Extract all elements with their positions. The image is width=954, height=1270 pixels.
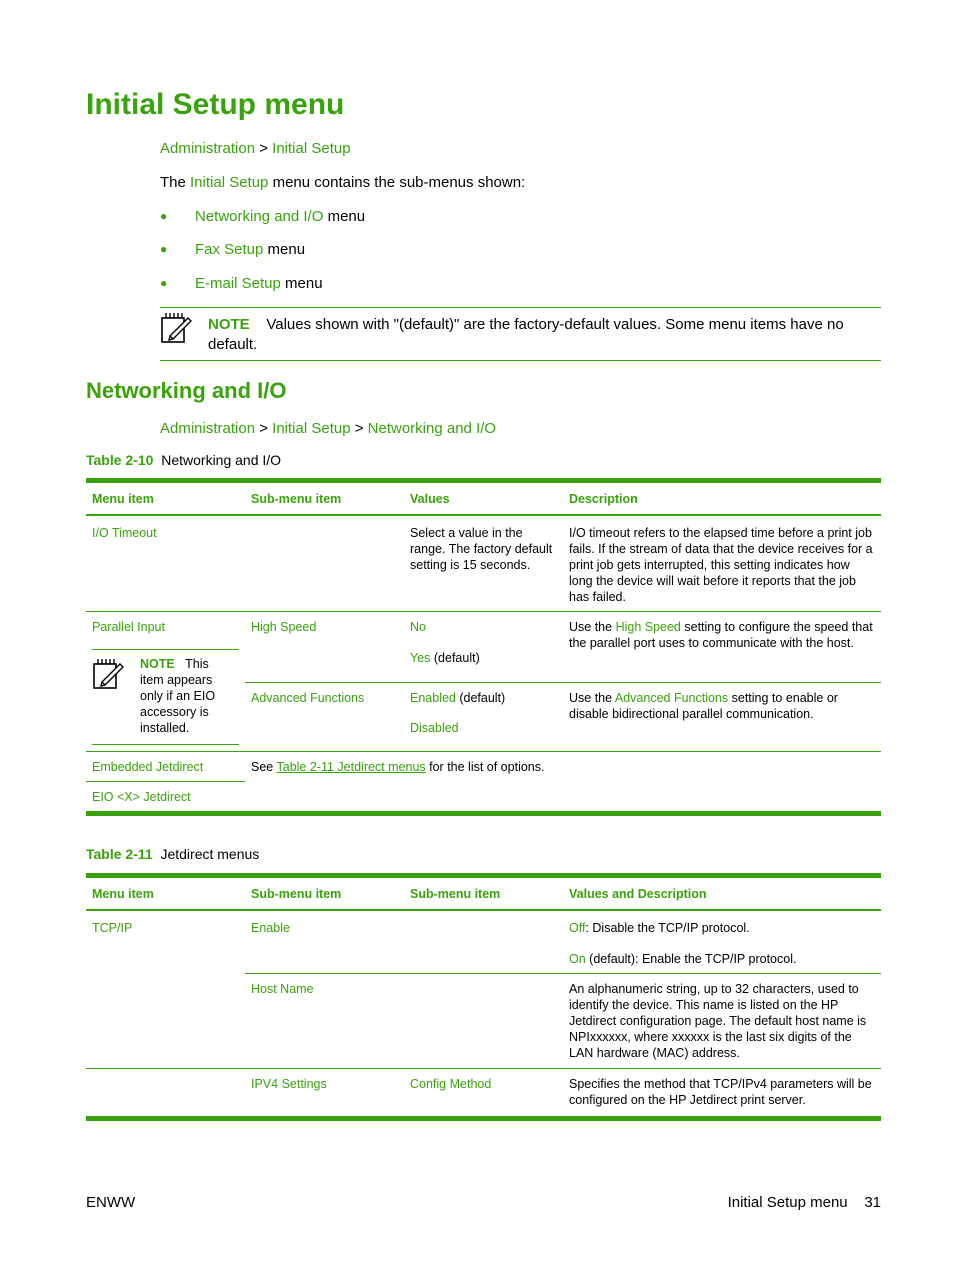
value-no: No [410, 620, 426, 634]
on-description [569, 951, 875, 967]
value-enabled-link: Enabled [410, 690, 456, 705]
note-body: Values shown with "(default)" are the factory-default values. Some menu items have no default. [208, 316, 844, 353]
breadcrumb-separator: > [350, 420, 368, 437]
breadcrumb-initial-setup-link[interactable]: Initial Setup [272, 420, 351, 437]
see-text: See [251, 760, 277, 774]
note-body: This item appears only if an EIO accessory is installed. [140, 657, 216, 735]
values-cell [404, 682, 563, 751]
column-header: Sub-menu item [245, 481, 404, 516]
menu-item-embedded-jetdirect: Embedded Jetdirect [86, 752, 245, 782]
menu-item-io-timeout: I/O Timeout [86, 515, 245, 612]
see-text: for the list of options. [425, 760, 545, 774]
default-suffix: (default) [430, 651, 480, 665]
table-row [86, 612, 881, 683]
list-item [160, 275, 323, 292]
column-header: Sub-menu item [404, 876, 563, 911]
table-caption [86, 846, 259, 862]
table-number: Table 2-11 [86, 846, 153, 862]
section-title-networking: Networking and I/O [86, 378, 287, 403]
description-cell: An alphanumeric string, up to 32 characters, used to identify the device. This name is listed on the HP Jetdirect configuration page. The default host name is NPIxxxxxx, where xxxxxx is the last six digits of the LAN hardware (MAC) address. [563, 974, 881, 1069]
value-disabled: Disabled [410, 720, 459, 735]
cell-note [92, 649, 239, 745]
note-label: NOTE [140, 657, 175, 671]
advanced-functions-link[interactable]: Advanced Functions [614, 690, 729, 705]
list-item-suffix: menu [280, 275, 323, 292]
intro-text: The [160, 174, 191, 191]
table-row [86, 515, 881, 612]
on-link[interactable]: On [569, 952, 586, 966]
page-title: Initial Setup menu [86, 88, 345, 121]
column-header: Menu item [86, 876, 245, 911]
note-pencil-icon [92, 656, 124, 690]
fax-setup-link[interactable]: Fax Setup [195, 241, 264, 258]
initial-setup-link[interactable]: Initial Setup [190, 174, 269, 191]
empty-cell [245, 782, 881, 814]
footer-right [728, 1194, 881, 1211]
page-number: 31 [864, 1194, 881, 1211]
jetdirect-table [86, 873, 881, 1121]
value-yes-link: Yes [410, 651, 431, 665]
submenu-advanced-functions: Advanced Functions [245, 682, 404, 751]
description-cell [563, 910, 881, 974]
desc-text: Use the [569, 690, 615, 705]
empty-cell [245, 515, 404, 612]
desc-text: setting to configure the speed that the parallel port uses to communicate with the host. [569, 620, 873, 650]
description-cell [563, 682, 881, 751]
table-2-11-link[interactable]: Table 2-11 Jetdirect menus [276, 760, 426, 774]
bullet-icon: ● [160, 276, 168, 290]
description-cell: I/O timeout refers to the elapsed time before a print job fails. If the stream of data that the device receives for a print job gets interrupted, this setting indicates how long the device will wait before it reports that the job has failed. [563, 515, 881, 612]
values-cell: Select a value in the range. The factory default setting is 15 seconds. [404, 515, 563, 612]
description-cell [563, 612, 881, 683]
desc-text: (default): Enable the TCP/IP protocol. [585, 952, 797, 966]
off-description [569, 920, 875, 936]
breadcrumb-initial-setup-link[interactable]: Initial Setup [272, 140, 351, 157]
note-text [208, 315, 888, 355]
table-row [86, 1069, 881, 1119]
footer-left: ENWW [86, 1194, 136, 1211]
submenu-high-speed: High Speed [245, 612, 404, 683]
desc-text: setting to enable or disable bidirectional parallel communication. [569, 690, 838, 721]
bullet-icon: ● [160, 209, 168, 223]
table-row [86, 782, 881, 814]
see-reference-cell [245, 752, 881, 782]
default-suffix: (default) [455, 690, 506, 705]
off-link[interactable]: Off [569, 921, 586, 935]
breadcrumb-separator: > [255, 420, 273, 437]
table-row [86, 752, 881, 782]
empty-cell [404, 974, 563, 1069]
breadcrumb-administration-link[interactable]: Administration [160, 140, 256, 157]
description-cell: Specifies the method that TCP/IPv4 parameters will be configured on the HP Jetdirect print server. [563, 1069, 881, 1119]
menu-item-eio-jetdirect: EIO <X> Jetdirect [86, 782, 245, 814]
note-box [160, 307, 881, 361]
breadcrumb [160, 420, 496, 437]
column-header: Values and Description [563, 876, 881, 911]
desc-text: : Disable the TCP/IP protocol. [585, 921, 750, 935]
values-cell [404, 612, 563, 683]
list-item-suffix: menu [323, 208, 366, 225]
list-item-suffix: menu [263, 241, 306, 258]
table-caption-text: Jetdirect menus [160, 846, 260, 862]
high-speed-link[interactable]: High Speed [615, 620, 681, 634]
intro-paragraph [160, 174, 525, 191]
empty-cell [86, 1069, 245, 1119]
email-setup-link[interactable]: E-mail Setup [195, 275, 281, 292]
breadcrumb [160, 140, 351, 157]
breadcrumb-separator: > [255, 140, 273, 157]
submenu-enable: Enable [245, 910, 404, 974]
column-header: Sub-menu item [245, 876, 404, 911]
submenu-host-name: Host Name [245, 974, 404, 1069]
cell-note-text [140, 656, 220, 736]
column-header: Description [563, 481, 881, 516]
intro-text-end: menu contains the sub-menus shown: [268, 174, 526, 191]
table-row [86, 910, 881, 974]
list-item [160, 241, 305, 258]
table-number: Table 2-10 [86, 452, 154, 468]
value-enabled [410, 690, 557, 706]
menu-item-tcpip: TCP/IP [86, 910, 245, 1069]
empty-cell [404, 910, 563, 974]
note-label: NOTE [208, 316, 250, 333]
submenu-ipv4-settings: IPV4 Settings [245, 1069, 404, 1119]
submenu-config-method: Config Method [404, 1069, 563, 1119]
networking-table [86, 478, 881, 816]
menu-item-parallel-input [86, 612, 245, 752]
breadcrumb-networking-link[interactable]: Networking and I/O [367, 420, 497, 437]
desc-text: Use the [569, 620, 616, 634]
column-header: Values [404, 481, 563, 516]
column-header: Menu item [86, 481, 245, 516]
note-pencil-icon [160, 310, 192, 344]
value-yes [410, 650, 557, 666]
list-item [160, 208, 365, 225]
parallel-input-label: Parallel Input [92, 620, 165, 634]
bullet-icon: ● [160, 242, 168, 256]
breadcrumb-administration-link[interactable]: Administration [160, 420, 256, 437]
footer-section-name: Initial Setup menu [727, 1194, 848, 1211]
table-caption [86, 452, 281, 468]
table-caption-text: Networking and I/O [161, 452, 282, 468]
networking-link[interactable]: Networking and I/O [195, 208, 324, 225]
